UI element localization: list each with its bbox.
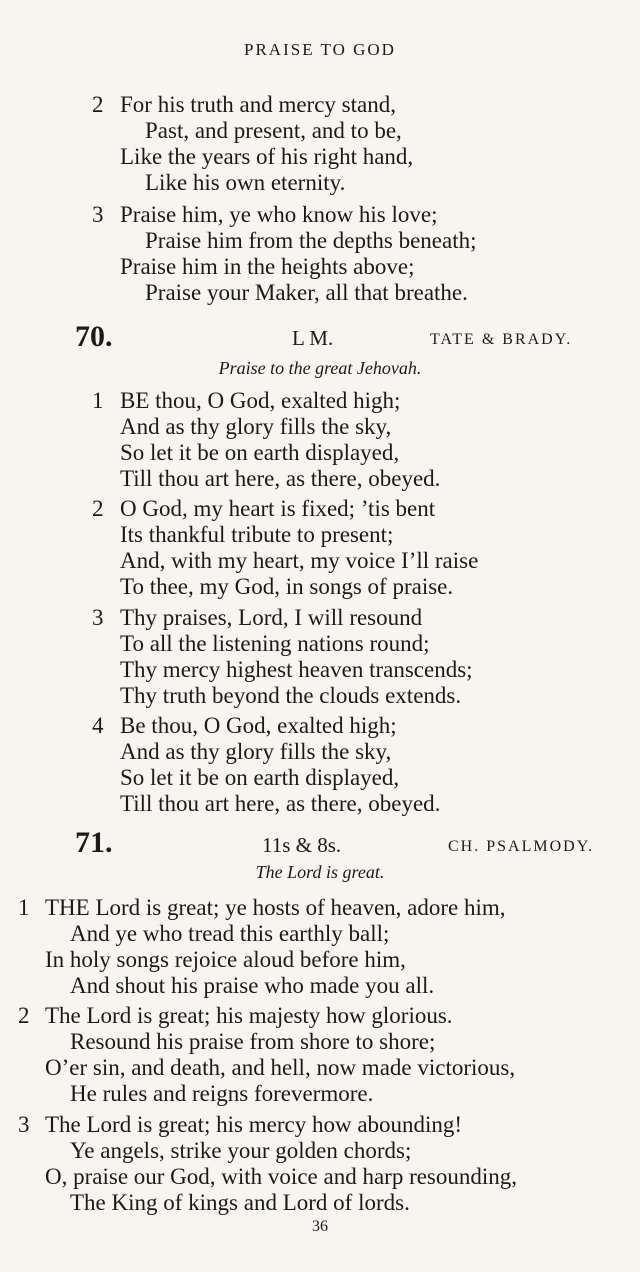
- verse-line: O, praise our God, with voice and harp resounding,: [45, 1164, 518, 1189]
- verse-line: And as thy glory fills the sky,: [120, 739, 392, 764]
- verse-line: Praise him, ye who know his love;: [120, 202, 438, 227]
- stanza-number: 1: [92, 388, 104, 413]
- verse-line: So let it be on earth displayed,: [120, 765, 400, 790]
- verse-line: Resound his praise from shore to shore;: [70, 1029, 436, 1054]
- verse-line: Its thankful tribute to present;: [120, 522, 394, 547]
- verse-line: In holy songs rejoice aloud before him,: [45, 947, 406, 972]
- verse-line: THE Lord is great; ye hosts of heaven, adore him,: [45, 895, 506, 920]
- verse-line: The Lord is great; his mercy how abounding!: [45, 1112, 463, 1137]
- stanza-number: 2: [92, 496, 104, 521]
- verse-line: And ye who tread this earthly ball;: [70, 921, 390, 946]
- verse-line: BE thou, O God, exalted high;: [120, 388, 401, 413]
- stanza-number: 3: [92, 605, 104, 630]
- hymn-meter: L M.: [292, 326, 334, 350]
- hymn-author: TATE & BRADY.: [430, 331, 573, 348]
- verse-line: Thy praises, Lord, I will resound: [120, 605, 423, 630]
- verse-line: Till thou art here, as there, obeyed.: [120, 466, 441, 491]
- verse-line: So let it be on earth displayed,: [120, 440, 400, 465]
- verse-line: The King of kings and Lord of lords.: [70, 1190, 410, 1215]
- verse-line: Ye angels, strike your golden chords;: [70, 1138, 412, 1163]
- hymn-number: 70.: [75, 320, 113, 353]
- verse-line: O God, my heart is fixed; ’tis bent: [120, 496, 436, 521]
- hymn-subtitle: Praise to the great Jehovah.: [218, 358, 422, 378]
- verse-line: Praise your Maker, all that breathe.: [145, 280, 468, 305]
- verse-line: And, with my heart, my voice I’ll raise: [120, 548, 479, 573]
- verse-line: The Lord is great; his majesty how glorious.: [45, 1003, 453, 1028]
- verse-line: Praise him in the heights above;: [120, 254, 415, 279]
- running-header: PRAISE TO GOD: [244, 40, 396, 59]
- verse-line: Thy truth beyond the clouds extends.: [120, 683, 462, 708]
- stanza-number: 2: [92, 92, 104, 117]
- stanza-number: 1: [18, 895, 30, 920]
- stanza-number: 3: [18, 1112, 30, 1137]
- verse-line: Like the years of his right hand,: [120, 144, 414, 169]
- stanza-number: 4: [92, 713, 104, 738]
- verse-line: And as thy glory fills the sky,: [120, 414, 392, 439]
- hymn-meter: 11s & 8s.: [262, 833, 342, 857]
- verse-line: Till thou art here, as there, obeyed.: [120, 791, 441, 816]
- verse-line: To thee, my God, in songs of praise.: [120, 574, 454, 599]
- verse-line: Thy mercy highest heaven transcends;: [120, 657, 473, 682]
- page-number: 36: [312, 1218, 328, 1235]
- verse-line: O’er sin, and death, and hell, now made victorious,: [45, 1055, 516, 1080]
- verse-line: For his truth and mercy stand,: [120, 92, 396, 117]
- verse-line: He rules and reigns forevermore.: [70, 1081, 374, 1106]
- verse-line: Praise him from the depths beneath;: [145, 228, 477, 253]
- stanza-number: 3: [92, 202, 104, 227]
- hymn-author: CH. PSALMODY.: [448, 838, 595, 855]
- hymn-subtitle: The Lord is great.: [255, 862, 385, 882]
- verse-line: Be thou, O God, exalted high;: [120, 713, 397, 738]
- verse-line: Past, and present, and to be,: [145, 118, 402, 143]
- verse-line: And shout his praise who made you all.: [70, 973, 435, 998]
- verse-line: To all the listening nations round;: [120, 631, 430, 656]
- stanza-number: 2: [18, 1003, 30, 1028]
- hymn-number: 71.: [75, 826, 113, 859]
- verse-line: Like his own eternity.: [145, 170, 346, 195]
